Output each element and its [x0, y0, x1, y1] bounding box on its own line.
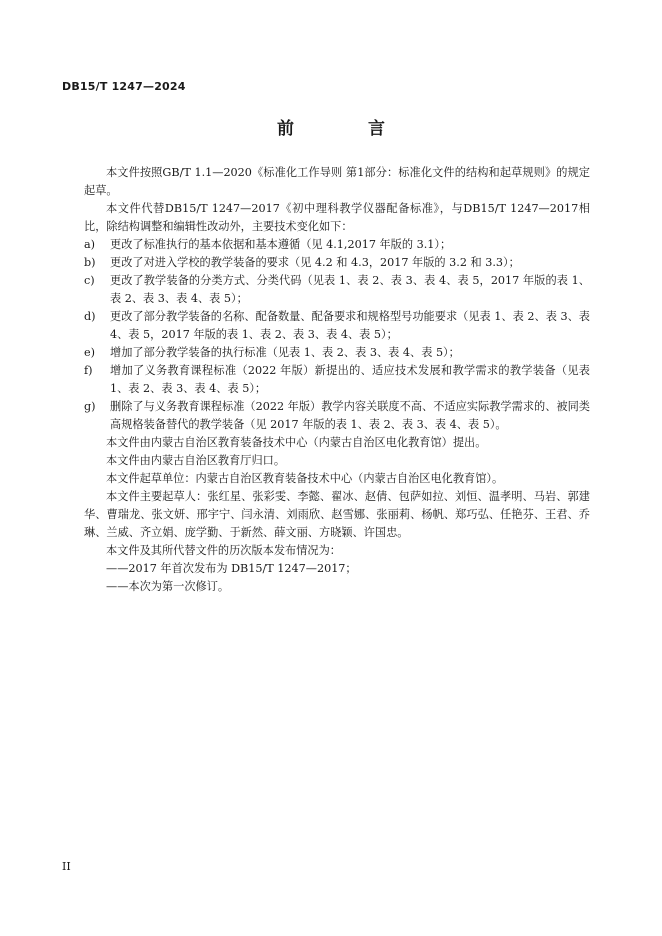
page-number: II — [62, 860, 71, 873]
list-item — [84, 272, 590, 308]
list-marker: d) — [84, 310, 96, 323]
paragraph-history-intro: 本文件及其所代替文件的历次版本发布情况为： — [106, 544, 341, 557]
list-item-text: 增加了部分教学装备的执行标准（见表 1、表 2、表 3、表 4、表 5）； — [110, 346, 460, 359]
list-item-text: 更改了教学装备的分类方式、分类代码（见表 1、表 2、表 3、表 4、表 5，2017 年版的表 1、表 2、表 3、表 4、表 5）； — [110, 274, 590, 305]
list-item — [84, 398, 590, 434]
document-code: DB15/T 1247—2024 — [62, 80, 186, 93]
list-item-text: 删除了与义务教育课程标准（2022 年版）教学内容关联度不高、不适应实际教学需求的、被同类高规格装备替代的教学装备（见 2017 年版的表 1、表 2、表 3、表 4、表 5）。 — [110, 400, 590, 431]
list-marker: g) — [84, 400, 96, 413]
list-item-text: 更改了对进入学校的教学装备的要求（见 4.2 和 4.3，2017 年版的 3.2 和 3.3）； — [110, 256, 520, 269]
list-marker: c) — [84, 274, 95, 287]
paragraph-drafters: 本文件主要起草人：张红星、张彩雯、李懿、翟冰、赵倩、包萨如拉、刘恒、温孝明、马岩、郭建华、曹瑞龙、张文妍、邢宇宁、闫永清、刘雨欣、赵雪娜、张丽莉、杨帆、郑巧弘、任艳芬、王君、乔琳、兰威、齐立娟、庞学勤、于新然、薛文丽、方晓颖、许国忠。 — [84, 490, 590, 539]
list-item — [84, 344, 590, 362]
list-marker: a) — [84, 238, 96, 251]
paragraph-replacement-note: 本文件代替DB15/T 1247—2017《初中理科教学仪器配备标准》，与DB15/T 1247—2017相比，除结构调整和编辑性改动外，主要技术变化如下： — [84, 202, 590, 233]
list-marker: f) — [84, 364, 93, 377]
paragraph-proposer: 本文件由内蒙古自治区教育装备技术中心（内蒙古自治区电化教育馆）提出。 — [106, 436, 487, 449]
list-item — [84, 254, 590, 272]
paragraph-history-first: ——2017 年首次发布为 DB15/T 1247—2017； — [106, 562, 357, 575]
foreword-body — [84, 164, 590, 596]
list-item-text: 更改了标准执行的基本依据和基本遵循（见 4.1,2017 年版的 3.1）； — [110, 238, 452, 251]
list-item-text: 更改了部分教学装备的名称、配备数量、配备要求和规格型号功能要求（见表 1、表 2、表 3、表 4、表 5，2017 年版的表 1、表 2、表 3、表 4、表 5）； — [110, 310, 590, 341]
list-item — [84, 236, 590, 254]
list-marker: e) — [84, 346, 95, 359]
paragraph-history-revision: ——本次为第一次修订。 — [106, 580, 230, 593]
changes-list — [84, 236, 590, 434]
paragraph-drafting-rules: 本文件按照GB/T 1.1—2020《标准化工作导则 第1部分：标准化文件的结构和起草规则》的规定起草。 — [84, 166, 590, 197]
list-marker: b) — [84, 256, 96, 269]
list-item — [84, 362, 590, 398]
list-item-text: 增加了义务教育课程标准（2022 年版）新提出的、适应技术发展和教学需求的教学装备（见表 1、表 2、表 3、表 4、表 5）； — [110, 364, 590, 395]
paragraph-drafting-unit: 本文件起草单位：内蒙古自治区教育装备技术中心（内蒙古自治区电化教育馆）。 — [106, 472, 504, 485]
list-item — [84, 308, 590, 344]
paragraph-administrator: 本文件由内蒙古自治区教育厅归口。 — [106, 454, 286, 467]
page-title: 前 言 — [277, 119, 419, 139]
